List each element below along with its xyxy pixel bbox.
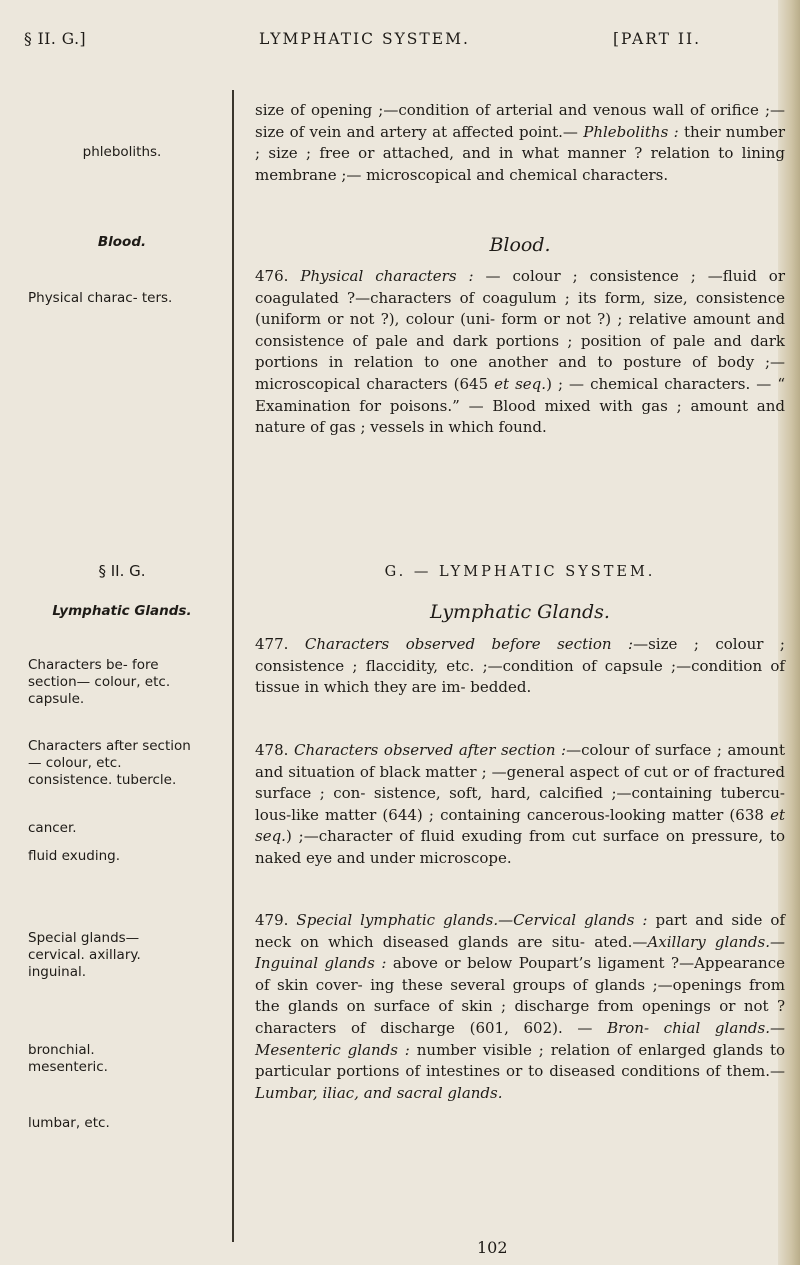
margin-rule bbox=[232, 90, 234, 1242]
heading-lymphatic-system: G. — LYMPHATIC SYSTEM. bbox=[384, 564, 656, 580]
margin-note-before-section: Characters be- fore section— colour, etc. capsule. bbox=[28, 657, 171, 707]
running-header-title: LYMPHATIC SYSTEM. bbox=[259, 30, 470, 48]
margin-note-phleboliths: phleboliths. bbox=[82, 144, 162, 160]
running-header-part: [PART II. bbox=[613, 30, 702, 48]
margin-note-blood: Blood. bbox=[97, 234, 147, 250]
margin-note-lymphatic-glands: Lymphatic Glands. bbox=[52, 603, 192, 619]
margin-note-bronchial: bronchial. mesenteric. bbox=[28, 1042, 108, 1075]
heading-lymphatic-glands: Lymphatic Glands. bbox=[430, 601, 610, 623]
paragraph-477: 477. Characters observed before section :—size ; colour ; consistence ; flaccidity, etc. ;—condition of capsule ;—condition of tissue in which they are im- bedded. bbox=[255, 635, 785, 697]
paragraph-478: 478. Characters observed after section :—colour of surface ; amount and situation of black matter ; —general aspect of cut or of fractured surface ; con- sistence, soft, hard, calcified ;—containing tubercu- lous-like matter (644) ; containing cancerous-looking matter (638 et seq.) ;—character of fluid exuding from cut surface on pressure, to naked eye and under microscope. bbox=[255, 741, 785, 867]
paragraph-phleboliths: size of opening ;—condition of arterial and venous wall of orifice ;—size of vein and artery at affected point.— Phleboliths : their number ; size ; free or attached, and in what manner ? relation to lining membrane ;— microscopical and chemical characters. bbox=[255, 101, 785, 184]
running-header-section: § II. G.] bbox=[24, 30, 87, 48]
margin-note-fluid: fluid exuding. bbox=[28, 848, 121, 864]
paragraph-479: 479. Special lymphatic glands.—Cervical glands : part and side of neck on which diseased glands are situ- ated.—Axillary glands.—Inguinal glands : above or below Poupart’s ligament ?—Appearance of skin cover- ing these several groups of glands ;—openings from the glands on surface of skin ; discharge from openings or not ? characters of discharge (601, 602). — Bron- chial glands.—Mesenteric glands : number visible ; relation of enlarged glands to particular portions of intestines or to diseased conditions of them.—Lumbar, iliac, and sacral glands. bbox=[255, 911, 786, 1102]
margin-note-special: Special glands— cervical. axillary. inguinal. bbox=[28, 930, 141, 980]
margin-note-lumbar: lumbar, etc. bbox=[28, 1115, 110, 1131]
heading-blood: Blood. bbox=[489, 234, 551, 256]
margin-note-after-section: Characters after section— colour, etc. consistence. tubercle. bbox=[28, 738, 191, 788]
margin-note-physical: Physical charac- ters. bbox=[28, 290, 173, 306]
margin-note-section: § II. G. bbox=[98, 562, 146, 580]
margin-note-cancer: cancer. bbox=[28, 820, 77, 836]
page-number: 102 bbox=[477, 1238, 508, 1257]
paragraph-476: 476. Physical characters : — colour ; consistence ; —fluid or coagulated ?—characters of coagulum ; its form, size, consistence (uniform or not ?), colour (uni- form or not ?) ; relative amount and consistence of pale and dark portions ; position of pale and dark portions in relation to one another and to posture of body ;— microscopical characters (645 et seq.) ; — chemical characters. — “ Examination for poisons.” — Blood mixed with gas ; amount and nature of gas ; vessels in which found. bbox=[255, 267, 785, 437]
